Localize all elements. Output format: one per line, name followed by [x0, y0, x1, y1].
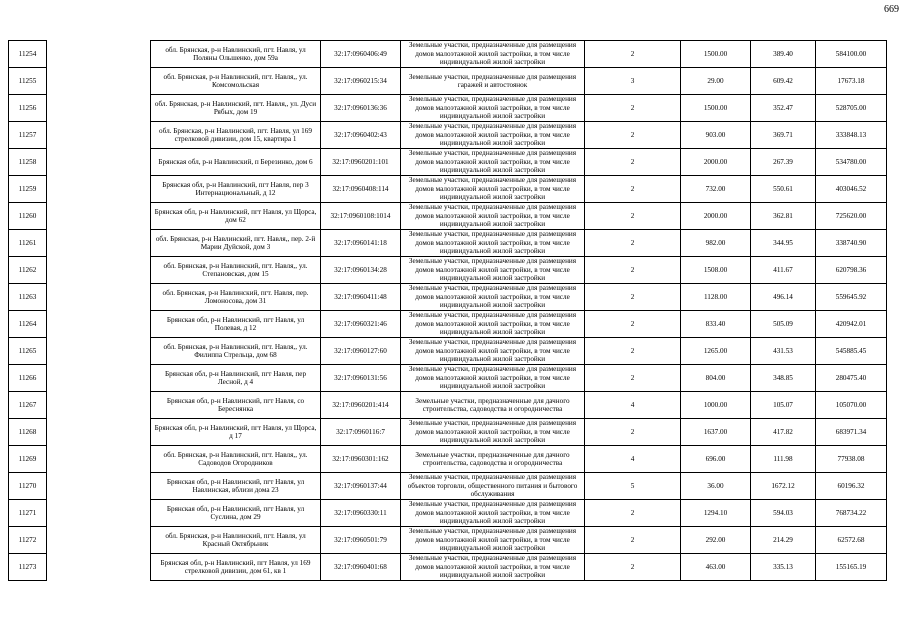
table-row [9, 68, 887, 95]
page-number: 669 [884, 4, 899, 15]
area-cell: 804.00 [681, 365, 751, 392]
specific-value-cell: 335.13 [751, 554, 816, 581]
cadastral-number-cell: 32:17:0960137:44 [321, 473, 401, 500]
area-cell: 1000.00 [681, 392, 751, 419]
cadastral-value-cell: 17673.18 [816, 68, 887, 95]
specific-value-cell: 417.82 [751, 419, 816, 446]
area-cell: 1500.00 [681, 41, 751, 68]
row-number-cell: 11271 [9, 500, 47, 527]
use-group-cell: 2 [585, 500, 681, 527]
row-number-cell: 11255 [9, 68, 47, 95]
table-row [9, 365, 887, 392]
permitted-use-cell: Земельные участки, предназначенные для размещения домов малоэтажной жилой застройки, в том числе индивидуальной жилой застройки [401, 176, 585, 203]
table-row [9, 176, 887, 203]
cadastral-value-cell: 333848.13 [816, 122, 887, 149]
cadastral-value-cell: 280475.40 [816, 365, 887, 392]
use-group-cell: 2 [585, 230, 681, 257]
use-group-cell: 5 [585, 473, 681, 500]
specific-value-cell: 594.03 [751, 500, 816, 527]
table-row [9, 149, 887, 176]
specific-value-cell: 431.53 [751, 338, 816, 365]
table-row [9, 230, 887, 257]
row-number-cell: 11270 [9, 473, 47, 500]
specific-value-cell: 362.81 [751, 203, 816, 230]
area-cell: 2000.00 [681, 149, 751, 176]
area-cell: 1637.00 [681, 419, 751, 446]
table-row [9, 419, 887, 446]
cadastral-value-cell: 403046.52 [816, 176, 887, 203]
spacer-cell [47, 41, 151, 68]
address-cell: обл. Брянская, р-н Навлинский, пгт. Навля, ул Поляны Ольшенко, дом 59а [151, 41, 321, 68]
area-cell: 1128.00 [681, 284, 751, 311]
table-row [9, 338, 887, 365]
cadastral-number-cell: 32:17:0960201:101 [321, 149, 401, 176]
specific-value-cell: 411.67 [751, 257, 816, 284]
area-cell: 1500.00 [681, 95, 751, 122]
cadastral-value-cell: 534780.00 [816, 149, 887, 176]
table-row [9, 95, 887, 122]
cadastral-value-cell: 683971.34 [816, 419, 887, 446]
area-cell: 292.00 [681, 527, 751, 554]
spacer-cell [47, 203, 151, 230]
cadastral-value-cell: 559645.92 [816, 284, 887, 311]
spacer-cell [47, 338, 151, 365]
permitted-use-cell: Земельные участки, предназначенные для размещения домов малоэтажной жилой застройки, в том числе индивидуальной жилой застройки [401, 41, 585, 68]
cadastral-value-cell: 62572.68 [816, 527, 887, 554]
address-cell: Брянская обл, р-н Навлинский, пгт Навля, ул Суслина, дом 29 [151, 500, 321, 527]
cadastral-number-cell: 32:17:0960501:79 [321, 527, 401, 554]
address-cell: Брянская обл, р-н Навлинский, пгт Навля, ул Полевая, д 12 [151, 311, 321, 338]
cadastral-value-cell: 338740.90 [816, 230, 887, 257]
address-cell: обл. Брянская, р-н Навлинский, пгт. Навля,, ул. Садоводов Огородников [151, 446, 321, 473]
address-cell: обл. Брянская, р-н Навлинский, пгт. Навля, пер. Ломоносова, дом 31 [151, 284, 321, 311]
area-cell: 36.00 [681, 473, 751, 500]
table-row [9, 122, 887, 149]
permitted-use-cell: Земельные участки, предназначенные для размещения домов малоэтажной жилой застройки, в том числе индивидуальной жилой застройки [401, 149, 585, 176]
specific-value-cell: 348.85 [751, 365, 816, 392]
address-cell: обл. Брянская, р-н Навлинский, пгт. Навля,, ул. Дуси Рябых, дом 19 [151, 95, 321, 122]
address-cell: Брянская обл, р-н Навлинский, пгт Навля, пер Лесной, д 4 [151, 365, 321, 392]
permitted-use-cell: Земельные участки, предназначенные для размещения домов малоэтажной жилой застройки, в том числе индивидуальной жилой застройки [401, 284, 585, 311]
table-row [9, 554, 887, 581]
row-number-cell: 11272 [9, 527, 47, 554]
cadastral-value-cell: 725620.00 [816, 203, 887, 230]
row-number-cell: 11266 [9, 365, 47, 392]
spacer-cell [47, 473, 151, 500]
row-number-cell: 11263 [9, 284, 47, 311]
use-group-cell: 2 [585, 311, 681, 338]
address-cell: Брянская обл, р-н Навлинский, пгт Навля, со Береснянка [151, 392, 321, 419]
spacer-cell [47, 500, 151, 527]
specific-value-cell: 105.07 [751, 392, 816, 419]
use-group-cell: 2 [585, 419, 681, 446]
cadastral-number-cell: 32:17:0960401:68 [321, 554, 401, 581]
permitted-use-cell: Земельные участки, предназначенные для размещения домов малоэтажной жилой застройки, в том числе индивидуальной жилой застройки [401, 527, 585, 554]
specific-value-cell: 214.29 [751, 527, 816, 554]
use-group-cell: 2 [585, 284, 681, 311]
cadastral-number-cell: 32:17:0960116:7 [321, 419, 401, 446]
table-row [9, 527, 887, 554]
use-group-cell: 2 [585, 365, 681, 392]
table-row [9, 473, 887, 500]
address-cell: обл. Брянская, р-н Навлинский, пгт. Навля,, пер. 2-й Марии Дуйской, дом 3 [151, 230, 321, 257]
area-cell: 1265.00 [681, 338, 751, 365]
use-group-cell: 4 [585, 392, 681, 419]
permitted-use-cell: Земельные участки, предназначенные для дачного строительства, садоводства и огородничества [401, 446, 585, 473]
spacer-cell [47, 554, 151, 581]
use-group-cell: 2 [585, 41, 681, 68]
address-cell: обл. Брянская, р-н Навлинский, пгт. Навля,, ул. Комсомольская [151, 68, 321, 95]
specific-value-cell: 267.39 [751, 149, 816, 176]
spacer-cell [47, 176, 151, 203]
permitted-use-cell: Земельные участки, предназначенные для размещения домов малоэтажной жилой застройки, в том числе индивидуальной жилой застройки [401, 419, 585, 446]
specific-value-cell: 352.47 [751, 95, 816, 122]
permitted-use-cell: Земельные участки, предназначенные для размещения домов малоэтажной жилой застройки, в том числе индивидуальной жилой застройки [401, 230, 585, 257]
row-number-cell: 11264 [9, 311, 47, 338]
cadastral-value-cell: 584100.00 [816, 41, 887, 68]
use-group-cell: 2 [585, 176, 681, 203]
address-cell: обл. Брянская, р-н Навлинский, пгт. Навля, ул Красный Октябрьник [151, 527, 321, 554]
spacer-cell [47, 311, 151, 338]
address-cell: Брянская обл, р-н Навлинский, пгт Навля, ул Навлинская, вблизи дома 23 [151, 473, 321, 500]
use-group-cell: 2 [585, 95, 681, 122]
spacer-cell [47, 419, 151, 446]
area-cell: 982.00 [681, 230, 751, 257]
row-number-cell: 11254 [9, 41, 47, 68]
use-group-cell: 2 [585, 554, 681, 581]
row-number-cell: 11273 [9, 554, 47, 581]
table-row [9, 446, 887, 473]
table-row [9, 257, 887, 284]
table-row [9, 203, 887, 230]
address-cell: Брянская обл, р-н Навлинский, пгт Навля, ул 169 стрелковой дивизии, дом 61, кв 1 [151, 554, 321, 581]
permitted-use-cell: Земельные участки, предназначенные для размещения домов малоэтажной жилой застройки, в том числе индивидуальной жилой застройки [401, 95, 585, 122]
specific-value-cell: 505.09 [751, 311, 816, 338]
cadastral-number-cell: 32:17:0960330:11 [321, 500, 401, 527]
row-number-cell: 11257 [9, 122, 47, 149]
cadastral-number-cell: 32:17:0960215:34 [321, 68, 401, 95]
spacer-cell [47, 446, 151, 473]
spacer-cell [47, 392, 151, 419]
area-cell: 2000.00 [681, 203, 751, 230]
cadastral-number-cell: 32:17:0960321:46 [321, 311, 401, 338]
address-cell: Брянская обл, р-н Навлинский, пгт Навля, ул Щорса, д 17 [151, 419, 321, 446]
permitted-use-cell: Земельные участки, предназначенные для размещения домов малоэтажной жилой застройки, в том числе индивидуальной жилой застройки [401, 338, 585, 365]
cadastral-value-cell: 528705.00 [816, 95, 887, 122]
cadastral-number-cell: 32:17:0960406:49 [321, 41, 401, 68]
specific-value-cell: 496.14 [751, 284, 816, 311]
spacer-cell [47, 122, 151, 149]
permitted-use-cell: Земельные участки, предназначенные для размещения домов малоэтажной жилой застройки, в том числе индивидуальной жилой застройки [401, 122, 585, 149]
cadastral-value-cell: 620798.36 [816, 257, 887, 284]
cadastral-value-cell: 420942.01 [816, 311, 887, 338]
address-cell: обл. Брянская, р-н Навлинский, пгт. Навля,, ул. Филиппа Стрельца, дом 68 [151, 338, 321, 365]
address-cell: обл. Брянская, р-н Навлинский, пгт. Навля,, ул. Степановская, дом 15 [151, 257, 321, 284]
area-cell: 833.40 [681, 311, 751, 338]
row-number-cell: 11260 [9, 203, 47, 230]
spacer-cell [47, 257, 151, 284]
permitted-use-cell: Земельные участки, предназначенные для размещения домов малоэтажной жилой застройки, в том числе индивидуальной жилой застройки [401, 365, 585, 392]
permitted-use-cell: Земельные участки, предназначенные для дачного строительства, садоводства и огородничества [401, 392, 585, 419]
spacer-cell [47, 230, 151, 257]
specific-value-cell: 1672.12 [751, 473, 816, 500]
cadastral-value-cell: 768734.22 [816, 500, 887, 527]
cadastral-number-cell: 32:17:0960134:28 [321, 257, 401, 284]
row-number-cell: 11261 [9, 230, 47, 257]
spacer-cell [47, 68, 151, 95]
table-row [9, 41, 887, 68]
use-group-cell: 3 [585, 68, 681, 95]
cadastral-number-cell: 32:17:0960408:114 [321, 176, 401, 203]
address-cell: Брянская обл, р-н Навлинский, пгт Навля, пер 3 Интернациональный, д 12 [151, 176, 321, 203]
use-group-cell: 2 [585, 203, 681, 230]
spacer-cell [47, 365, 151, 392]
area-cell: 903.00 [681, 122, 751, 149]
specific-value-cell: 344.95 [751, 230, 816, 257]
cadastral-number-cell: 32:17:0960136:36 [321, 95, 401, 122]
cadastral-number-cell: 32:17:0960127:60 [321, 338, 401, 365]
use-group-cell: 2 [585, 257, 681, 284]
permitted-use-cell: Земельные участки, предназначенные для размещения домов малоэтажной жилой застройки, в том числе индивидуальной жилой застройки [401, 500, 585, 527]
land-registry-table [8, 40, 887, 581]
cadastral-number-cell: 32:17:0960301:162 [321, 446, 401, 473]
spacer-cell [47, 149, 151, 176]
use-group-cell: 4 [585, 446, 681, 473]
row-number-cell: 11256 [9, 95, 47, 122]
row-number-cell: 11268 [9, 419, 47, 446]
area-cell: 29.00 [681, 68, 751, 95]
spacer-cell [47, 284, 151, 311]
specific-value-cell: 550.61 [751, 176, 816, 203]
permitted-use-cell: Земельные участки, предназначенные для размещения домов малоэтажной жилой застройки, в том числе индивидуальной жилой застройки [401, 554, 585, 581]
use-group-cell: 2 [585, 122, 681, 149]
area-cell: 1508.00 [681, 257, 751, 284]
permitted-use-cell: Земельные участки, предназначенные для размещения домов малоэтажной жилой застройки, в том числе индивидуальной жилой застройки [401, 311, 585, 338]
table-body [9, 41, 887, 581]
row-number-cell: 11269 [9, 446, 47, 473]
table-row [9, 392, 887, 419]
spacer-cell [47, 527, 151, 554]
specific-value-cell: 609.42 [751, 68, 816, 95]
cadastral-value-cell: 545885.45 [816, 338, 887, 365]
row-number-cell: 11267 [9, 392, 47, 419]
spacer-cell [47, 95, 151, 122]
address-cell: обл. Брянская, р-н Навлинский, пгт. Навля, ул 169 стрелковой дивизии, дом 15, квартира 1 [151, 122, 321, 149]
area-cell: 696.00 [681, 446, 751, 473]
use-group-cell: 2 [585, 338, 681, 365]
use-group-cell: 2 [585, 527, 681, 554]
cadastral-value-cell: 105070.00 [816, 392, 887, 419]
cadastral-value-cell: 155165.19 [816, 554, 887, 581]
use-group-cell: 2 [585, 149, 681, 176]
area-cell: 732.00 [681, 176, 751, 203]
cadastral-number-cell: 32:17:0960131:56 [321, 365, 401, 392]
row-number-cell: 11259 [9, 176, 47, 203]
table-row [9, 311, 887, 338]
specific-value-cell: 389.40 [751, 41, 816, 68]
address-cell: Брянская обл, р-н Навлинский, пгт Навля, ул Щорса, дом 62 [151, 203, 321, 230]
area-cell: 1294.10 [681, 500, 751, 527]
specific-value-cell: 111.98 [751, 446, 816, 473]
permitted-use-cell: Земельные участки, предназначенные для размещения объектов торговли, общественного питания и бытового обслуживания [401, 473, 585, 500]
row-number-cell: 11265 [9, 338, 47, 365]
permitted-use-cell: Земельные участки, предназначенные для размещения домов малоэтажной жилой застройки, в том числе индивидуальной жилой застройки [401, 257, 585, 284]
cadastral-number-cell: 32:17:0960201:414 [321, 392, 401, 419]
cadastral-number-cell: 32:17:0960141:18 [321, 230, 401, 257]
row-number-cell: 11258 [9, 149, 47, 176]
address-cell: Брянская обл, р-н Навлинский, п Березинко, дом 6 [151, 149, 321, 176]
cadastral-number-cell: 32:17:0960108:1014 [321, 203, 401, 230]
specific-value-cell: 369.71 [751, 122, 816, 149]
permitted-use-cell: Земельные участки, предназначенные для размещения домов малоэтажной жилой застройки, в том числе индивидуальной жилой застройки [401, 203, 585, 230]
cadastral-number-cell: 32:17:0960402:43 [321, 122, 401, 149]
area-cell: 463.00 [681, 554, 751, 581]
permitted-use-cell: Земельные участки, предназначенные для размещения гаражей и автостоянок [401, 68, 585, 95]
cadastral-number-cell: 32:17:0960411:48 [321, 284, 401, 311]
cadastral-value-cell: 60196.32 [816, 473, 887, 500]
table-row [9, 500, 887, 527]
row-number-cell: 11262 [9, 257, 47, 284]
table-row [9, 284, 887, 311]
cadastral-value-cell: 77938.08 [816, 446, 887, 473]
